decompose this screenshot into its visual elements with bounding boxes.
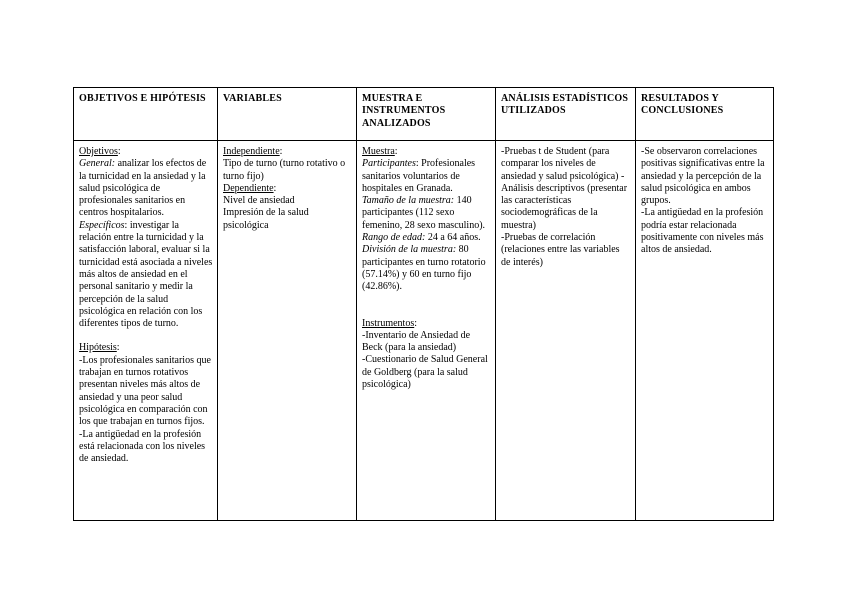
cell-objetivos xyxy=(74,141,218,521)
dependiente-text-1: Nivel de ansiedad xyxy=(223,195,295,207)
dependiente-text-2: Impresión de la salud psicológica xyxy=(223,207,309,231)
resultados-text-2: -La antigüedad en la profesión podría estar relacionada positivamente con niveles más altos de ansiedad. xyxy=(641,207,764,256)
objetivos-especificos xyxy=(79,220,213,331)
header-row xyxy=(74,88,774,141)
resultados-text-1: -Se observaron correlaciones positivas significativas entre la ansiedad y la percepción de la salud psicológica en ambos grupos. xyxy=(641,146,765,207)
cell-variables xyxy=(218,141,357,521)
cell-muestra xyxy=(357,141,496,521)
header-objetivos: OBJETIVOS E HIPÓTESIS xyxy=(74,88,218,141)
division-text: 80 participantes en turno rotatorio (57.14%) y 60 en turno fijo (42.86%). xyxy=(362,244,486,293)
hipotesis-2: -La antigüedad en la profesión está relacionada con los niveles de ansiedad. xyxy=(79,428,206,465)
participantes xyxy=(362,158,491,195)
division xyxy=(362,244,491,293)
independiente-title: Independiente xyxy=(223,146,280,157)
hipotesis-1: -Los profesionales sanitarios que trabajan en turnos rotativos presentan niveles más altos de ansiedad y una peor salud psicológica en comparación con los que trabajan en turnos fijos. xyxy=(79,354,211,428)
analisis-text-2: -Pruebas de correlación (relaciones entre las variables de interés) xyxy=(501,232,620,268)
header-muestra: MUESTRA E INSTRUMENTOS ANALIZADOS xyxy=(357,88,496,141)
instrumentos-heading: Instrumentos: xyxy=(362,317,417,329)
participantes-text: : Profesionales sanitarios voluntarios de hospitales en Granada. xyxy=(362,158,476,194)
instrumentos-title: Instrumentos xyxy=(362,317,415,329)
instrumento-1: -Inventario de Ansiedad de Beck (para la ansiedad) xyxy=(362,329,471,354)
objetivos-title: Objetivos xyxy=(79,146,118,157)
muestra-title: Muestra xyxy=(362,146,395,157)
instrumento-2: -Cuestionario de Salud General de Goldberg (para la salud psicológica) xyxy=(362,354,488,391)
header-analisis: ANÁLISIS ESTADÍSTICOS UTILIZADOS xyxy=(496,88,636,141)
analisis-text-1: -Pruebas t de Student (para comparar los niveles de ansiedad y salud psicológica) -Análisis descriptivos (presentar las características sociodemográficas de la muestra) xyxy=(501,146,628,231)
content-row xyxy=(74,141,774,521)
summary-table xyxy=(73,87,774,521)
objetivos-heading: Objetivos: xyxy=(79,146,121,157)
independiente-heading: Independiente: xyxy=(223,146,283,157)
rango-label: Rango de edad: xyxy=(362,232,426,244)
tamano-text: 140 participantes (112 sexo femenino, 28 sexo masculino). xyxy=(362,195,486,231)
rango-text: 24 a 64 años. xyxy=(425,232,481,244)
rango xyxy=(362,232,491,244)
hipotesis-title: Hipótesis xyxy=(79,342,117,354)
general-label: General: xyxy=(79,158,116,170)
cell-analisis xyxy=(496,141,636,521)
objetivo-general xyxy=(79,158,213,219)
especificos-label: Específicos xyxy=(79,219,125,231)
dependiente-title: Dependiente xyxy=(223,182,274,194)
division-label: División de la muestra: xyxy=(362,244,457,256)
spacer xyxy=(79,330,213,342)
tamano-label: Tamaño de la muestra: xyxy=(362,195,455,207)
header-resultados: RESULTADOS Y CONCLUSIONES xyxy=(636,88,774,141)
independiente-text: Tipo de turno (turno rotativo o turno fijo) xyxy=(223,158,346,182)
especificos-text: : investigar la relación entre la turnicidad y la satisfacción laboral, evaluar si la turnicidad está asociada a niveles más altos de ansiedad en el personal sanitario y medir la percepción de la salud psicológica en relación con los diferentes tipos de turno. xyxy=(79,219,213,330)
header-variables: VARIABLES xyxy=(218,88,357,141)
dependiente-heading: Dependiente: xyxy=(223,182,277,194)
tamano xyxy=(362,195,491,232)
participantes-label: Participantes xyxy=(362,158,416,170)
spacer xyxy=(362,294,491,318)
muestra-heading: Muestra: xyxy=(362,146,398,157)
cell-resultados xyxy=(636,141,774,521)
general-text: analizar los efectos de la turnicidad en la ansiedad y la salud psicológica de profesionales sanitarios en centros hospitalarios. xyxy=(79,158,207,219)
hipotesis-heading: Hipótesis: xyxy=(79,342,120,354)
